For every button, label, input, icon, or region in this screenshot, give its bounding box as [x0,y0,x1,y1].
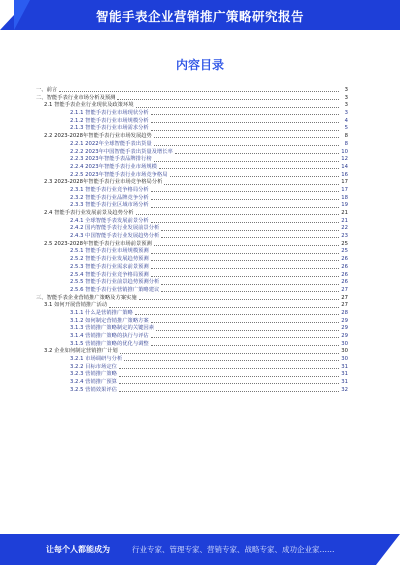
toc-entry-page: 5 [344,125,348,132]
toc-leader-dots [136,214,339,215]
toc-entry-label: 3.1 如何开展营销推广活动 [44,302,108,309]
toc-entry[interactable] [36,156,348,164]
toc-entry-label: 2.5.4 智能手表行业竞争格局预测 [70,271,149,278]
toc-entry-page: 8 [344,140,348,147]
toc-entry[interactable] [36,248,348,256]
toc-leader-dots [119,391,339,392]
toc-entry-label: 二、智能手表行业市场分析及预测 [36,94,116,101]
toc-entry-label: 3.2.5 营销效果评估 [70,386,117,393]
toc-entry[interactable] [36,310,348,318]
toc-entry[interactable] [36,179,348,187]
toc-entry-label: 2.5.1 智能手表行业市场规模预测 [70,248,149,255]
toc-entry-page: 30 [341,340,348,347]
toc-entry[interactable] [36,133,348,141]
toc-entry[interactable] [36,333,348,341]
toc-entry[interactable] [36,141,348,149]
toc-entry[interactable] [36,202,348,210]
toc-entry-label: 2.4 智能手表行业发展前景及趋势分析 [44,210,134,216]
toc-entry-page: 4 [344,117,348,124]
toc-entry-page: 3 [344,87,348,93]
toc-leader-dots [120,353,339,354]
footer-corner [376,534,400,565]
toc-entry-page: 29 [341,317,348,324]
toc-entry-label: 2.1.1 智能手表行业市场现状分析 [70,110,149,117]
toc-entry[interactable] [36,264,348,272]
toc-entry-page: 26 [341,263,348,270]
toc-entry-label: 3.2.4 营销推广预算 [70,379,117,386]
toc-entry[interactable] [36,233,348,241]
toc-entry-page: 29 [341,325,348,332]
toc-leader-dots [151,337,339,338]
toc-entry[interactable] [36,87,348,95]
toc-leader-dots [175,153,339,154]
toc-entry-label: 一、前言 [36,87,58,93]
toc-entry-page: 16 [341,171,348,178]
toc-entry[interactable] [36,302,348,310]
toc-leader-dots [151,122,339,123]
toc-entry-page: 21 [341,210,348,216]
toc-heading: 内容目录 [175,58,224,72]
toc-entry-label: 2.1.2 智能手表行业市场规模分析 [70,117,149,124]
toc-leader-dots [151,191,339,192]
toc-leader-dots [151,114,339,115]
toc-leader-dots [151,207,339,208]
toc-entry-label: 2.3.1 智能手表行业竞争格局分析 [70,186,149,193]
toc-entry-label: 3.1.4 营销推广策略的执行与评估 [70,333,149,339]
toc-entry[interactable] [36,210,348,218]
toc-leader-dots [124,360,339,361]
toc-entry-page: 21 [341,217,348,224]
toc-entry-label: 3.2.1 市场调研与分析 [70,356,123,363]
toc-entry-page: 14 [341,163,348,170]
toc-entry[interactable] [36,102,348,110]
toc-entry-label: 3.1.3 营销推广策略制定的关键因素 [70,325,155,332]
toc-entry-page: 27 [341,302,348,309]
toc-entry[interactable] [36,371,348,379]
toc-entry-label: 2.4.1 全球智能手表发展前景分析 [70,217,149,224]
toc-entry[interactable] [36,379,348,387]
footer-banner [0,534,400,565]
toc-entry-label: 2.2.3 2023年智能手表品牌排行榜 [70,156,152,163]
toc-entry-label: 3.2.2 目标市场定位 [70,363,117,370]
toc-entry[interactable] [36,279,348,287]
toc-entry-page: 25 [341,240,348,247]
toc-entry-page: 26 [341,271,348,278]
toc-entry-page: 25 [341,248,348,255]
toc-leader-dots [151,322,339,323]
toc-leader-dots [151,130,339,131]
toc-leader-dots [119,376,339,377]
toc-entry-label: 三、智能手表企业营销推广策略及方案实施 [36,294,137,301]
toc-entry-page: 22 [341,225,348,232]
toc-leader-dots [151,260,339,261]
toc-entry-label: 2.1.3 智能手表行业市场需求分析 [70,125,149,132]
footer-slogan: 让每个人都能成为 [46,545,110,554]
report-title: 智能手表企业营销推广策略研究报告 [95,9,304,24]
toc-entry-page: 31 [341,379,348,386]
toc-entry-label: 2.2.1 2022年全球智能手表出货量 [70,140,152,147]
toc-entry-page: 12 [341,156,348,163]
toc-leader-dots [119,368,339,369]
toc-leader-dots [151,222,339,223]
toc-leader-dots [170,176,339,177]
toc-leader-dots [161,291,339,292]
toc-entry-label: 3.2.3 营销推广策略 [70,371,117,378]
toc-leader-dots [59,91,339,92]
toc-entry-page: 3 [344,110,348,117]
toc-entry[interactable] [36,164,348,172]
toc-leader-dots [135,314,339,315]
toc-entry[interactable] [36,256,348,264]
toc-entry-page: 30 [341,348,348,355]
toc-entry-page: 29 [341,333,348,339]
toc-entry-page: 32 [341,386,348,393]
toc-entry-label: 3.1.5 营销推广策略的优化与调整 [70,340,149,347]
toc-leader-dots [109,307,339,308]
toc-leader-dots [151,199,339,200]
toc-entry-page: 18 [341,194,348,201]
toc-leader-dots [151,253,339,254]
toc-entry-page: 10 [341,148,348,155]
toc-entry-page: 8 [344,133,348,140]
toc-entry-label: 2.3.2 智能手表行业品牌竞争分析 [70,194,149,201]
toc-entry-label: 3.1.1 什么是营销推广策略 [70,309,133,316]
toc-leader-dots [154,161,339,162]
toc-entry[interactable] [36,225,348,233]
toc-entry-label: 2.5 2023-2028年智能手表行业市场前景预测 [44,240,152,247]
toc-entry[interactable] [36,325,348,333]
toc-entry[interactable] [36,287,348,295]
toc-entry-label: 2.4.2 国内智能手表行业发展前景分析 [70,225,160,232]
toc-entry-page: 17 [341,179,348,186]
toc-entry-label: 2.2.4 2023年智能手表行业市场规模 [70,163,157,170]
toc-entry[interactable] [36,356,348,364]
toc-entry-label: 2.2.2 2023年中国智能手表出货量及增长率 [70,148,173,155]
footer-tagline: 行业专家、管理专家、营销专家、战略专家、成功企业家…… [132,545,335,554]
toc-leader-dots [139,299,339,300]
toc-leader-dots [151,276,339,277]
toc-leader-dots [154,145,339,146]
table-of-contents [36,87,348,395]
toc-entry-page: 28 [341,309,348,316]
toc-leader-dots [154,137,339,138]
toc-entry-label: 2.2 2023-2028年智能手表行业市场发展趋势 [44,133,152,140]
toc-entry-label: 2.5.2 智能手表行业发展趋势预测 [70,256,149,263]
toc-entry-page: 3 [344,102,348,109]
toc-entry-label: 2.5.5 智能手表行业前景趋势预测分析 [70,279,160,286]
toc-entry-page: 23 [341,233,348,240]
toc-entry-page: 19 [341,202,348,209]
toc-entry-label: 2.3.3 智能手表行业区域市场分析 [70,202,149,209]
toc-entry-page: 26 [341,256,348,263]
toc-entry-page: 30 [341,356,348,363]
toc-leader-dots [159,168,339,169]
toc-entry-label: 2.1 智能手表企业行业现状及政策环境 [44,102,134,109]
toc-leader-dots [117,99,339,100]
toc-entry-label: 2.5.6 智能手表行业营销推广策略建议 [70,286,160,293]
report-header-banner [0,0,400,30]
toc-entry[interactable] [36,387,348,395]
toc-leader-dots [151,268,339,269]
toc-leader-dots [164,184,339,185]
toc-entry-page: 3 [344,94,348,101]
toc-leader-dots [136,107,339,108]
toc-entry-page: 31 [341,363,348,370]
toc-entry-page: 27 [341,286,348,293]
toc-leader-dots [156,330,339,331]
toc-leader-dots [119,383,339,384]
toc-entry[interactable] [36,110,348,118]
toc-entry[interactable] [36,125,348,133]
toc-leader-dots [151,345,339,346]
toc-entry-page: 26 [341,279,348,286]
toc-entry-label: 2.5.3 智能手表行业需求前景预测 [70,263,149,270]
toc-entry-label: 2.2.5 2023年智能手表行业市场竞争格局 [70,171,168,178]
toc-leader-dots [161,284,339,285]
toc-entry[interactable] [36,348,348,356]
toc-entry-page: 17 [341,186,348,193]
toc-entry-page: 31 [341,371,348,378]
toc-entry-page: 27 [341,294,348,301]
toc-entry[interactable] [36,187,348,195]
toc-entry-label: 2.4.3 中国智能手表行业发展趋势分析 [70,233,160,240]
toc-entry-label: 2.3 2023-2028年智能手表行业市场竞争格局分析 [44,179,163,186]
toc-leader-dots [161,230,339,231]
toc-entry-label: 3.1.2 如何制定营销推广策略方案 [70,317,149,324]
toc-leader-dots [154,245,339,246]
toc-entry-label: 3.2 企业如何制定营销推广计划 [44,348,118,355]
toc-leader-dots [161,237,339,238]
